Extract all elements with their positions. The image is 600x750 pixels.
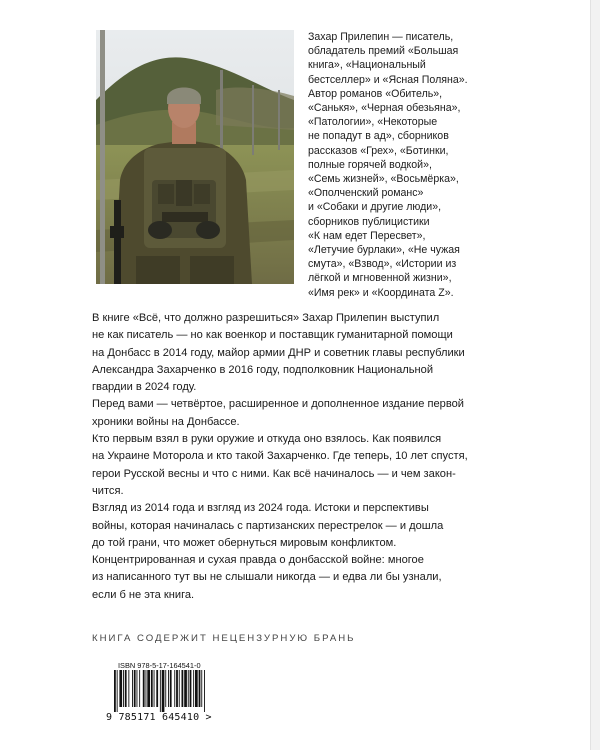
barcode-bar [123, 670, 124, 707]
barcode-bar [199, 670, 201, 707]
description-line: Перед вами — четвёртое, расширенное и дополненное издание первой [92, 398, 464, 411]
barcode-bar [168, 670, 169, 707]
barcode-bar [147, 670, 150, 707]
barcode-bar [114, 670, 116, 712]
author-photo [96, 30, 294, 284]
bio-line: рассказов «Грех», «Ботинки, [308, 144, 449, 157]
barcode-bar [170, 670, 172, 707]
barcode-bar [190, 670, 192, 707]
cover-edge [590, 0, 600, 750]
barcode-digits: 9 785171 645410 > [106, 712, 212, 723]
barcode-bar [117, 670, 118, 712]
barcode-bar [184, 670, 187, 707]
barcode-bar [193, 670, 194, 707]
bio-line: «Патологии», «Некоторые [308, 116, 438, 129]
description-line: до той грани, что может обернуться мировым конфликтом. [92, 536, 397, 549]
description-line: Концентрированная и сухая правда о донбасской войне: многое [92, 554, 424, 567]
description-line: на Украине Моторола и кто такой Захарченко. Где теперь, 10 лет спустя, [92, 450, 468, 463]
description-line: если б не эта книга. [92, 588, 195, 601]
description-line: хроники войны на Донбассе. [92, 415, 240, 428]
barcode [112, 670, 228, 717]
barcode-bar [195, 670, 198, 707]
barcode-bar [119, 670, 122, 707]
bio-line: и «Собаки и другие люди», [308, 201, 442, 214]
bio-line: Захар Прилепин — писатель, [308, 31, 454, 43]
bio-line: книга», «Национальный [308, 59, 426, 72]
barcode-bar [174, 670, 175, 707]
barcode-bar [143, 670, 145, 707]
bio-line: сборников публицистики [308, 215, 430, 228]
bio-line: не попадут в ад», сборников [308, 130, 449, 143]
barcode-bar [176, 670, 178, 707]
description-line: гвардии в 2024 году. [92, 381, 197, 394]
bio-line: смута», «Взвод», «Истории из [308, 258, 457, 271]
barcode-bar [125, 670, 127, 707]
barcode-bar [182, 670, 184, 707]
barcode-bar [154, 670, 155, 707]
isbn-label: ISBN 978-5-17-164541-0 [118, 661, 201, 670]
description-line: Александра Захарченко в 2016 году, подполковник Национальной [92, 363, 434, 376]
barcode-bar [204, 670, 205, 712]
description-line: Кто первым взял в руки оружие и откуда оно взялось. Как появился [92, 433, 442, 446]
bio-line: «Летучие бурлаки», «Не чужая [308, 244, 460, 257]
description-line: войны, которая начиналась с партизанских перестрелок — и дошла [92, 519, 444, 532]
bio-line: лёгкой и мгновенной жизни», [308, 272, 452, 285]
bio-line: «Семь жизней», «Восьмёрка», [308, 173, 459, 186]
author-bio [308, 30, 583, 300]
description-line: на Донбасс в 2014 году, майор армии ДНР и советник главы республики [92, 346, 465, 359]
description-line: Взгляд из 2014 года и взгляд из 2024 года. Истоки и перспективы [92, 502, 429, 515]
barcode-bar [134, 670, 136, 707]
barcode-bar [146, 670, 147, 707]
bio-line: «Ополченский романс» [308, 187, 424, 200]
barcode-bar [128, 670, 129, 707]
barcode-bar [151, 670, 153, 707]
barcode-bar [160, 670, 161, 712]
description-line: не как писатель — но как военкор и поставщик гуманитарной помощи [92, 329, 453, 342]
barcode-bar [188, 670, 189, 707]
bio-line: бестселлер» и «Ясная Поляна». [308, 73, 468, 86]
barcode-bar [179, 670, 180, 707]
book-description [92, 310, 502, 604]
description-line: В книге «Всё, что должно разрешиться» Захар Прилепин выступил [92, 312, 440, 324]
barcode-bar [201, 670, 202, 707]
bio-line: «Санькя», «Черная обезьяна», [308, 102, 461, 115]
barcode-bar [162, 670, 165, 712]
barcode-bar [139, 670, 140, 707]
bio-line: «К нам едет Пересвет», [308, 229, 426, 242]
bio-line: полные горячей водкой», [308, 158, 432, 171]
barcode-bar [137, 670, 138, 707]
bio-line: «Имя рек» и «Координата Z». [308, 286, 454, 299]
barcode-bar [132, 670, 133, 707]
barcode-bar [165, 670, 166, 707]
content-warning: КНИГА СОДЕРЖИТ НЕЦЕНЗУРНУЮ БРАНЬ [92, 633, 356, 644]
description-line: чится. [92, 484, 124, 497]
bio-line: Автор романов «Обитель», [308, 87, 443, 100]
description-line: герои Русской весны и что с ними. Как всё начиналось — и чем закон- [92, 467, 456, 480]
description-line: из написанного тут вы не слышали никогда — и едва ли бы узнали, [92, 571, 442, 584]
bio-line: обладатель премий «Большая [308, 45, 459, 58]
barcode-bar [156, 670, 158, 707]
